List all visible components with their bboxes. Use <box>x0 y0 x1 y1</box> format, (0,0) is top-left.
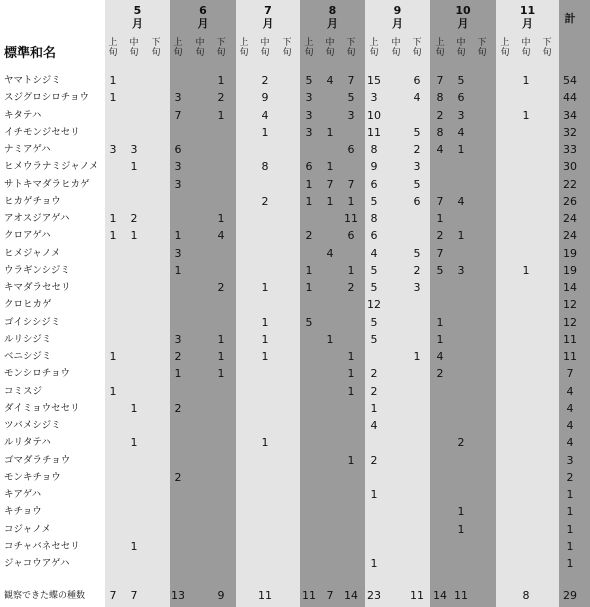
footer-label: 観察できた蝶の種数 <box>4 591 86 601</box>
count-cell: 3 <box>413 281 421 294</box>
footer-count: 11 <box>454 589 468 602</box>
count-cell: 6 <box>413 74 421 87</box>
count-cell: 1 <box>305 177 313 191</box>
count-cell: 1 <box>370 557 378 570</box>
count-cell: 8 <box>370 212 378 225</box>
count-cell: 3 <box>174 246 182 260</box>
count-cell: 9 <box>261 91 269 105</box>
count-cell: 8 <box>261 160 269 174</box>
count-cell: 2 <box>436 108 444 122</box>
row-total: 30 <box>563 160 577 174</box>
footer-count: 11 <box>410 589 424 602</box>
count-cell: 5 <box>370 281 378 294</box>
count-cell: 4 <box>436 143 444 156</box>
count-cell: 3 <box>457 263 465 277</box>
species-name: ヤマトシジミ <box>4 75 61 86</box>
footer-count: 11 <box>302 589 316 602</box>
row-total: 12 <box>563 298 577 312</box>
count-cell: 5 <box>305 74 313 87</box>
count-cell: 1 <box>130 229 138 243</box>
count-cell: 1 <box>109 229 117 243</box>
count-cell: 1 <box>347 367 355 381</box>
count-cell: 7 <box>347 74 355 87</box>
count-cell: 1 <box>217 367 225 381</box>
count-cell: 1 <box>326 125 334 139</box>
month-header: 8 月 <box>327 4 338 30</box>
count-cell: 2 <box>436 229 444 243</box>
species-name: ルリタテハ <box>4 437 51 449</box>
period-header: 下 旬 <box>151 38 161 58</box>
count-cell: 1 <box>109 91 117 105</box>
count-cell: 5 <box>370 315 378 329</box>
footer-count: 7 <box>130 589 138 602</box>
count-cell: 1 <box>217 350 225 363</box>
count-cell: 3 <box>109 143 117 156</box>
count-cell: 1 <box>347 453 355 467</box>
count-cell: 1 <box>261 315 269 329</box>
count-cell: 2 <box>305 229 313 243</box>
count-cell: 5 <box>436 263 444 277</box>
count-cell: 8 <box>436 125 444 139</box>
count-cell: 1 <box>347 263 355 277</box>
count-cell: 1 <box>109 74 117 87</box>
count-cell: 2 <box>370 384 378 398</box>
footer-count: 14 <box>344 589 358 602</box>
count-cell: 2 <box>370 367 378 381</box>
count-cell: 6 <box>370 229 378 243</box>
count-cell: 7 <box>436 246 444 260</box>
count-cell: 4 <box>436 350 444 363</box>
period-header: 上 旬 <box>500 38 510 58</box>
period-header: 中 旬 <box>260 38 270 58</box>
count-cell: 2 <box>217 281 225 294</box>
count-cell: 5 <box>413 125 421 139</box>
count-cell: 1 <box>347 350 355 363</box>
count-cell: 1 <box>217 332 225 346</box>
row-total: 22 <box>563 177 577 191</box>
footer-count: 13 <box>171 589 185 602</box>
count-cell: 4 <box>370 419 378 432</box>
count-cell: 2 <box>347 281 355 294</box>
count-cell: 1 <box>522 108 530 122</box>
count-cell: 8 <box>436 91 444 105</box>
count-cell: 12 <box>367 298 381 312</box>
month-header: 10 月 <box>455 4 471 30</box>
count-cell: 2 <box>457 436 465 450</box>
count-cell: 5 <box>370 263 378 277</box>
row-total: 24 <box>563 229 577 243</box>
count-cell: 1 <box>457 143 465 156</box>
period-header: 上 旬 <box>435 38 445 58</box>
count-cell: 5 <box>413 177 421 191</box>
count-cell: 5 <box>370 194 378 208</box>
period-header: 中 旬 <box>521 38 531 58</box>
row-total: 19 <box>563 263 577 277</box>
count-cell: 1 <box>326 332 334 346</box>
count-cell: 11 <box>367 125 381 139</box>
count-cell: 1 <box>457 505 465 519</box>
row-total: 33 <box>563 143 577 156</box>
row-total: 24 <box>563 212 577 225</box>
count-cell: 1 <box>347 384 355 398</box>
count-cell: 4 <box>326 74 334 87</box>
count-cell: 4 <box>217 229 225 243</box>
count-cell: 7 <box>436 194 444 208</box>
count-cell: 1 <box>326 160 334 174</box>
count-cell: 1 <box>305 281 313 294</box>
count-cell: 5 <box>347 91 355 105</box>
species-name: コチャバネセセリ <box>4 540 80 552</box>
count-cell: 1 <box>261 436 269 450</box>
footer-count: 23 <box>367 589 381 602</box>
species-name: ナミアゲハ <box>4 144 51 155</box>
row-total: 44 <box>563 91 577 105</box>
total-header: 計 <box>564 12 576 25</box>
species-name: サトキマダラヒカゲ <box>4 178 90 190</box>
count-cell: 1 <box>305 194 313 208</box>
species-name: スジグロシロチョウ <box>4 92 90 104</box>
month-header: 7 月 <box>262 4 274 30</box>
footer-total: 29 <box>563 589 577 602</box>
period-header: 中 旬 <box>129 38 139 58</box>
count-cell: 3 <box>413 160 421 174</box>
count-cell: 3 <box>130 143 138 156</box>
row-total: 19 <box>563 246 577 260</box>
count-cell: 1 <box>261 281 269 294</box>
count-cell: 1 <box>261 332 269 346</box>
row-total: 12 <box>563 315 577 329</box>
count-cell: 1 <box>370 401 378 415</box>
species-name: ツバメシジミ <box>4 420 61 431</box>
species-name: コミスジ <box>4 385 43 397</box>
row-total: 54 <box>563 74 577 87</box>
species-name: キマダラセセリ <box>4 282 71 293</box>
count-cell: 4 <box>457 125 465 139</box>
count-cell: 1 <box>436 212 444 225</box>
month-header: 5 月 <box>132 4 143 30</box>
row-total: 1 <box>566 557 574 570</box>
count-cell: 1 <box>174 367 182 381</box>
species-name: モンキチョウ <box>4 471 61 483</box>
count-cell: 4 <box>457 194 465 208</box>
count-cell: 5 <box>370 332 378 346</box>
row-total: 11 <box>563 350 577 363</box>
count-cell: 5 <box>457 74 465 87</box>
count-cell: 1 <box>130 160 138 174</box>
count-cell: 1 <box>217 74 225 87</box>
row-total: 11 <box>563 332 577 346</box>
species-name: ダイミョウセセリ <box>4 402 80 414</box>
count-cell: 1 <box>457 229 465 243</box>
count-cell: 3 <box>174 91 182 105</box>
count-cell: 3 <box>174 160 182 174</box>
count-cell: 2 <box>174 470 182 484</box>
count-cell: 2 <box>217 91 225 105</box>
count-cell: 1 <box>174 263 182 277</box>
species-name: キタテハ <box>4 109 42 121</box>
count-cell: 3 <box>347 108 355 122</box>
count-cell: 1 <box>305 263 313 277</box>
count-cell: 2 <box>370 453 378 467</box>
period-header: 下 旬 <box>542 38 552 58</box>
species-name: ルリシジミ <box>4 333 52 345</box>
species-name: クロアゲハ <box>4 230 51 242</box>
row-total: 1 <box>566 539 574 553</box>
period-header: 上 旬 <box>173 38 183 58</box>
table-title: 標準和名 <box>4 46 57 61</box>
count-cell: 1 <box>261 350 269 363</box>
footer-count: 9 <box>217 589 225 602</box>
period-header: 中 旬 <box>325 38 335 58</box>
count-cell: 1 <box>522 263 530 277</box>
count-cell: 8 <box>370 143 378 156</box>
count-cell: 2 <box>413 263 421 277</box>
count-cell: 2 <box>261 194 269 208</box>
count-cell: 3 <box>174 177 182 191</box>
period-header: 下 旬 <box>412 38 422 58</box>
count-cell: 6 <box>370 177 378 191</box>
period-header: 中 旬 <box>195 38 205 58</box>
count-cell: 7 <box>326 177 334 191</box>
footer-count: 7 <box>109 589 117 602</box>
footer-count: 11 <box>258 589 272 602</box>
count-cell: 7 <box>436 74 444 87</box>
count-cell: 6 <box>305 160 313 174</box>
row-total: 1 <box>566 522 574 536</box>
count-cell: 1 <box>326 194 334 208</box>
species-name: ベニシジミ <box>4 351 52 362</box>
count-cell: 1 <box>109 212 117 225</box>
count-cell: 1 <box>370 488 378 501</box>
count-cell: 15 <box>367 74 381 87</box>
row-total: 4 <box>566 419 574 432</box>
row-total: 1 <box>566 488 574 501</box>
count-cell: 1 <box>436 315 444 329</box>
count-cell: 1 <box>347 194 355 208</box>
count-cell: 2 <box>413 143 421 156</box>
species-name: ヒカゲチョウ <box>4 195 61 207</box>
species-name: ヒメウラナミジャノメ <box>4 161 99 173</box>
period-header: 下 旬 <box>282 38 292 58</box>
count-cell: 1 <box>217 212 225 225</box>
count-cell: 1 <box>261 125 269 139</box>
count-cell: 5 <box>305 315 313 329</box>
count-cell: 1 <box>457 522 465 536</box>
period-header: 下 旬 <box>216 38 226 58</box>
count-cell: 7 <box>347 177 355 191</box>
footer-count: 14 <box>433 589 447 602</box>
period-header: 上 旬 <box>304 38 314 58</box>
row-total: 4 <box>566 436 574 450</box>
count-cell: 2 <box>436 367 444 381</box>
month-header: 11 月 <box>519 4 536 30</box>
species-name: クロヒカゲ <box>4 299 52 311</box>
month-header: 6 月 <box>197 4 209 30</box>
count-cell: 1 <box>109 384 117 398</box>
period-header: 下 旬 <box>477 38 487 58</box>
row-total: 34 <box>563 108 577 122</box>
count-cell: 2 <box>130 212 138 225</box>
count-cell: 9 <box>370 160 378 174</box>
period-header: 上 旬 <box>108 38 118 58</box>
period-header: 下 旬 <box>346 38 356 58</box>
species-name: アオスジアゲハ <box>4 213 70 224</box>
count-cell: 2 <box>174 401 182 415</box>
species-name: ゴイシシジミ <box>4 316 61 328</box>
count-cell: 10 <box>367 108 381 122</box>
footer-count: 8 <box>522 589 530 602</box>
count-cell: 3 <box>305 108 313 122</box>
count-cell: 6 <box>174 143 182 156</box>
count-cell: 7 <box>174 108 182 122</box>
count-cell: 6 <box>457 91 465 105</box>
count-cell: 11 <box>344 212 358 225</box>
count-cell: 1 <box>130 539 138 553</box>
period-header: 上 旬 <box>239 38 249 58</box>
species-name: キチョウ <box>4 506 42 518</box>
count-cell: 3 <box>174 332 182 346</box>
species-name: ウラギンシジミ <box>4 264 70 276</box>
count-cell: 2 <box>261 74 269 87</box>
count-cell: 1 <box>174 229 182 243</box>
species-name: コジャノメ <box>4 523 51 535</box>
count-cell: 5 <box>413 246 421 260</box>
count-cell: 3 <box>370 91 378 105</box>
count-cell: 3 <box>305 125 313 139</box>
month-band <box>496 0 559 607</box>
row-total: 4 <box>566 401 574 415</box>
count-cell: 1 <box>130 436 138 450</box>
month-header: 9 月 <box>392 4 403 30</box>
row-total: 32 <box>563 125 577 139</box>
row-total: 3 <box>566 453 574 467</box>
footer-count: 7 <box>326 589 334 602</box>
count-cell: 3 <box>305 91 313 105</box>
count-cell: 4 <box>326 246 334 260</box>
count-cell: 4 <box>261 108 269 122</box>
count-cell: 1 <box>217 108 225 122</box>
count-cell: 2 <box>174 350 182 363</box>
period-header: 中 旬 <box>456 38 466 58</box>
row-total: 4 <box>566 384 574 398</box>
species-name: モンシロチョウ <box>4 368 70 380</box>
period-header: 中 旬 <box>391 38 401 58</box>
count-cell: 3 <box>457 108 465 122</box>
row-total: 1 <box>566 505 574 519</box>
count-cell: 4 <box>413 91 421 105</box>
species-name: イチモンジセセリ <box>4 126 80 138</box>
count-cell: 6 <box>347 143 355 156</box>
count-cell: 1 <box>413 350 421 363</box>
count-cell: 4 <box>370 246 378 260</box>
period-header: 上 旬 <box>369 38 379 58</box>
row-total: 26 <box>563 194 577 208</box>
species-name: ゴマダラチョウ <box>4 454 71 466</box>
count-cell: 6 <box>347 229 355 243</box>
row-total: 14 <box>563 281 577 294</box>
row-total: 2 <box>566 470 574 484</box>
count-cell: 6 <box>413 194 421 208</box>
count-cell: 1 <box>436 332 444 346</box>
count-cell: 1 <box>130 401 138 415</box>
species-name: キアゲハ <box>4 489 42 500</box>
species-name: ヒメジャノメ <box>4 247 61 259</box>
count-cell: 1 <box>522 74 530 87</box>
row-total: 7 <box>566 367 574 381</box>
count-cell: 1 <box>109 350 117 363</box>
species-name: ジャコウアゲハ <box>4 558 70 569</box>
